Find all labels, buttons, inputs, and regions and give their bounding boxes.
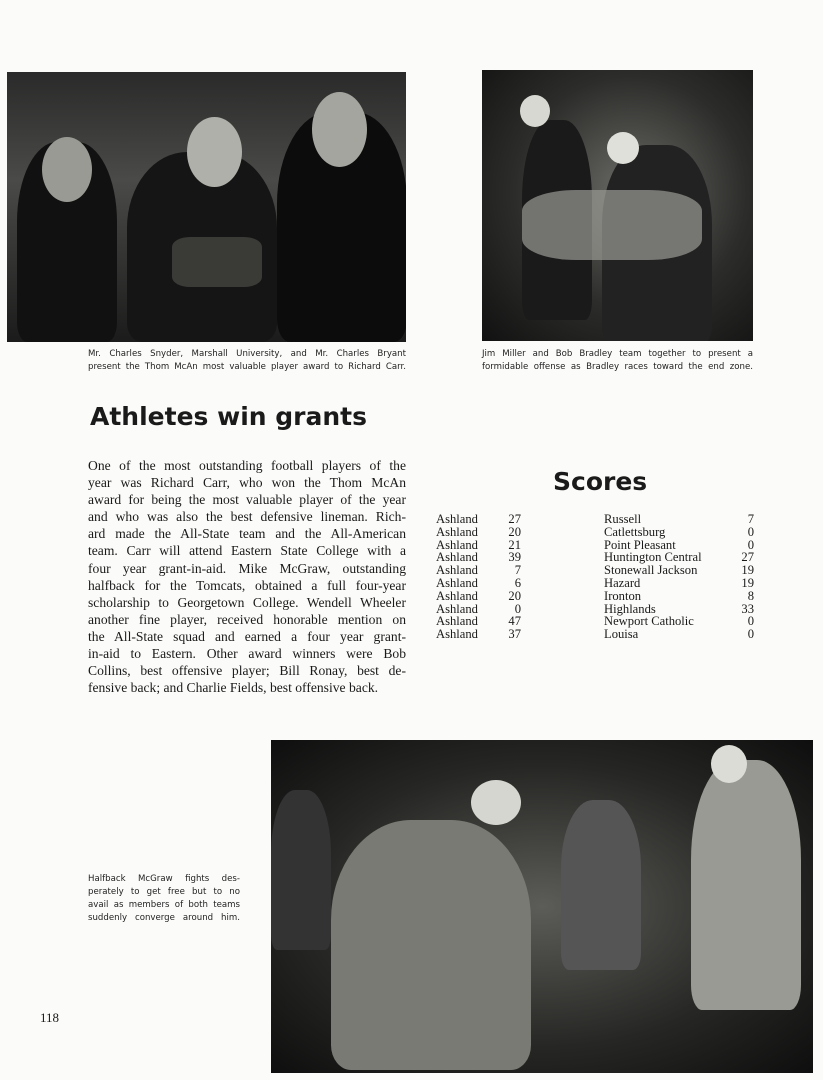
scores-table [436,513,754,641]
opponent-score: 8 [747,588,754,603]
article-line: year was Richard Carr, who won the Thom McAn [88,475,406,491]
score-row [436,628,754,641]
team-score: 27 [508,512,521,526]
opponent-score: 0 [747,524,754,539]
score-row [436,603,754,616]
team-name: Ashland [436,575,478,590]
caption-line: suddenly converge around him. [88,913,240,923]
opponent-name: Newport Catholic [604,614,694,629]
opponent-score: 0 [747,627,754,642]
bottom-photo-caption [88,873,240,925]
opponent-name: Ironton [604,588,642,603]
article-line: four year grant-in-aid. Mike McGraw, outstanding [88,560,406,576]
article-title: Athletes win grants [90,402,368,431]
caption-line: present the Thom McAn most valuable player award to Richard Carr. [88,362,406,372]
caption-line: perately to get free but to no [88,887,240,897]
opponent-name: Catlettsburg [604,524,666,539]
page-number: 118 [40,1010,60,1025]
opponent-score: 19 [741,563,754,578]
article-line: team. Carr will attend Eastern State College with a [88,543,406,559]
opponent-name: Huntington Central [604,550,702,565]
team-name: Ashland [436,601,478,616]
team-name: Ashland [436,550,478,565]
team-score: 37 [508,627,521,642]
opponent-score: 19 [741,575,754,590]
team-score: 0 [514,601,521,616]
team-name: Ashland [436,627,478,642]
team-score: 20 [508,524,521,539]
article-line: Collins, best offensive player; Bill Ronay, best de- [88,663,406,679]
team-score: 21 [508,537,521,552]
opponent-name: Point Pleasant [604,537,676,552]
article-line: fensive back; and Charlie Fields, best offensive back. [88,680,379,696]
caption-line: Halfback McGraw fights des- [88,874,240,884]
article-line: award for being the most valuable player of the year [88,492,406,508]
caption-line: Mr. Charles Snyder, Marshall University, and Mr. Charles Bryant [88,349,406,359]
team-name: Ashland [436,524,478,539]
score-row [436,615,754,628]
opponent-name: Louisa [604,627,639,642]
opponent-name: Hazard [604,575,641,590]
article-line: scholarship to Georgetown College. Wendell Wheeler [88,594,406,610]
team-score: 6 [514,575,521,590]
article-line: halfback for the Tomcats, obtained a full four-year [88,577,406,593]
team-name: Ashland [436,512,478,526]
action-photo-caption [482,348,753,374]
team-score: 7 [514,563,521,578]
caption-line: formidable offense as Bradley races toward the end zone. [482,362,753,372]
team-name: Ashland [436,588,478,603]
score-row [436,590,754,603]
team-score: 39 [508,550,521,565]
team-score: 47 [508,614,521,629]
score-row [436,577,754,590]
article-line: One of the most outstanding football players of the [88,458,406,473]
article-body [88,457,406,696]
caption-line: Jim Miller and Bob Bradley team together to present a [482,349,753,359]
article-line: and who was also the best defensive lineman. Rich- [88,509,406,525]
award-presentation-photo [7,72,406,342]
score-row [436,526,754,539]
score-row [436,539,754,552]
caption-line: avail as members of both teams [88,900,240,910]
team-name: Ashland [436,614,478,629]
opponent-score: 27 [741,550,754,565]
opponent-name: Highlands [604,601,656,616]
team-score: 20 [508,588,521,603]
score-row [436,564,754,577]
scores-title: Scores [553,467,648,496]
opponent-name: Stonewall Jackson [604,563,698,578]
opponent-score: 0 [747,614,754,629]
article-line: ard made the All-State team and the All-American [88,526,406,542]
opponent-score: 33 [741,601,754,616]
football-action-photo-top [482,70,753,341]
article-line: in-aid to Eastern. Other award winners were Bob [88,646,406,662]
team-name: Ashland [436,563,478,578]
article-line: the All-State squad and earned a four year grant- [88,628,406,644]
football-action-photo-bottom [271,740,813,1073]
score-row [436,551,754,564]
opponent-name: Russell [604,512,642,526]
opponent-score: 7 [747,512,754,526]
article-line: another fine player, received honorable mention on [88,611,406,627]
opponent-score: 0 [747,537,754,552]
award-photo-caption [88,348,406,374]
score-row [436,513,754,526]
team-name: Ashland [436,537,478,552]
